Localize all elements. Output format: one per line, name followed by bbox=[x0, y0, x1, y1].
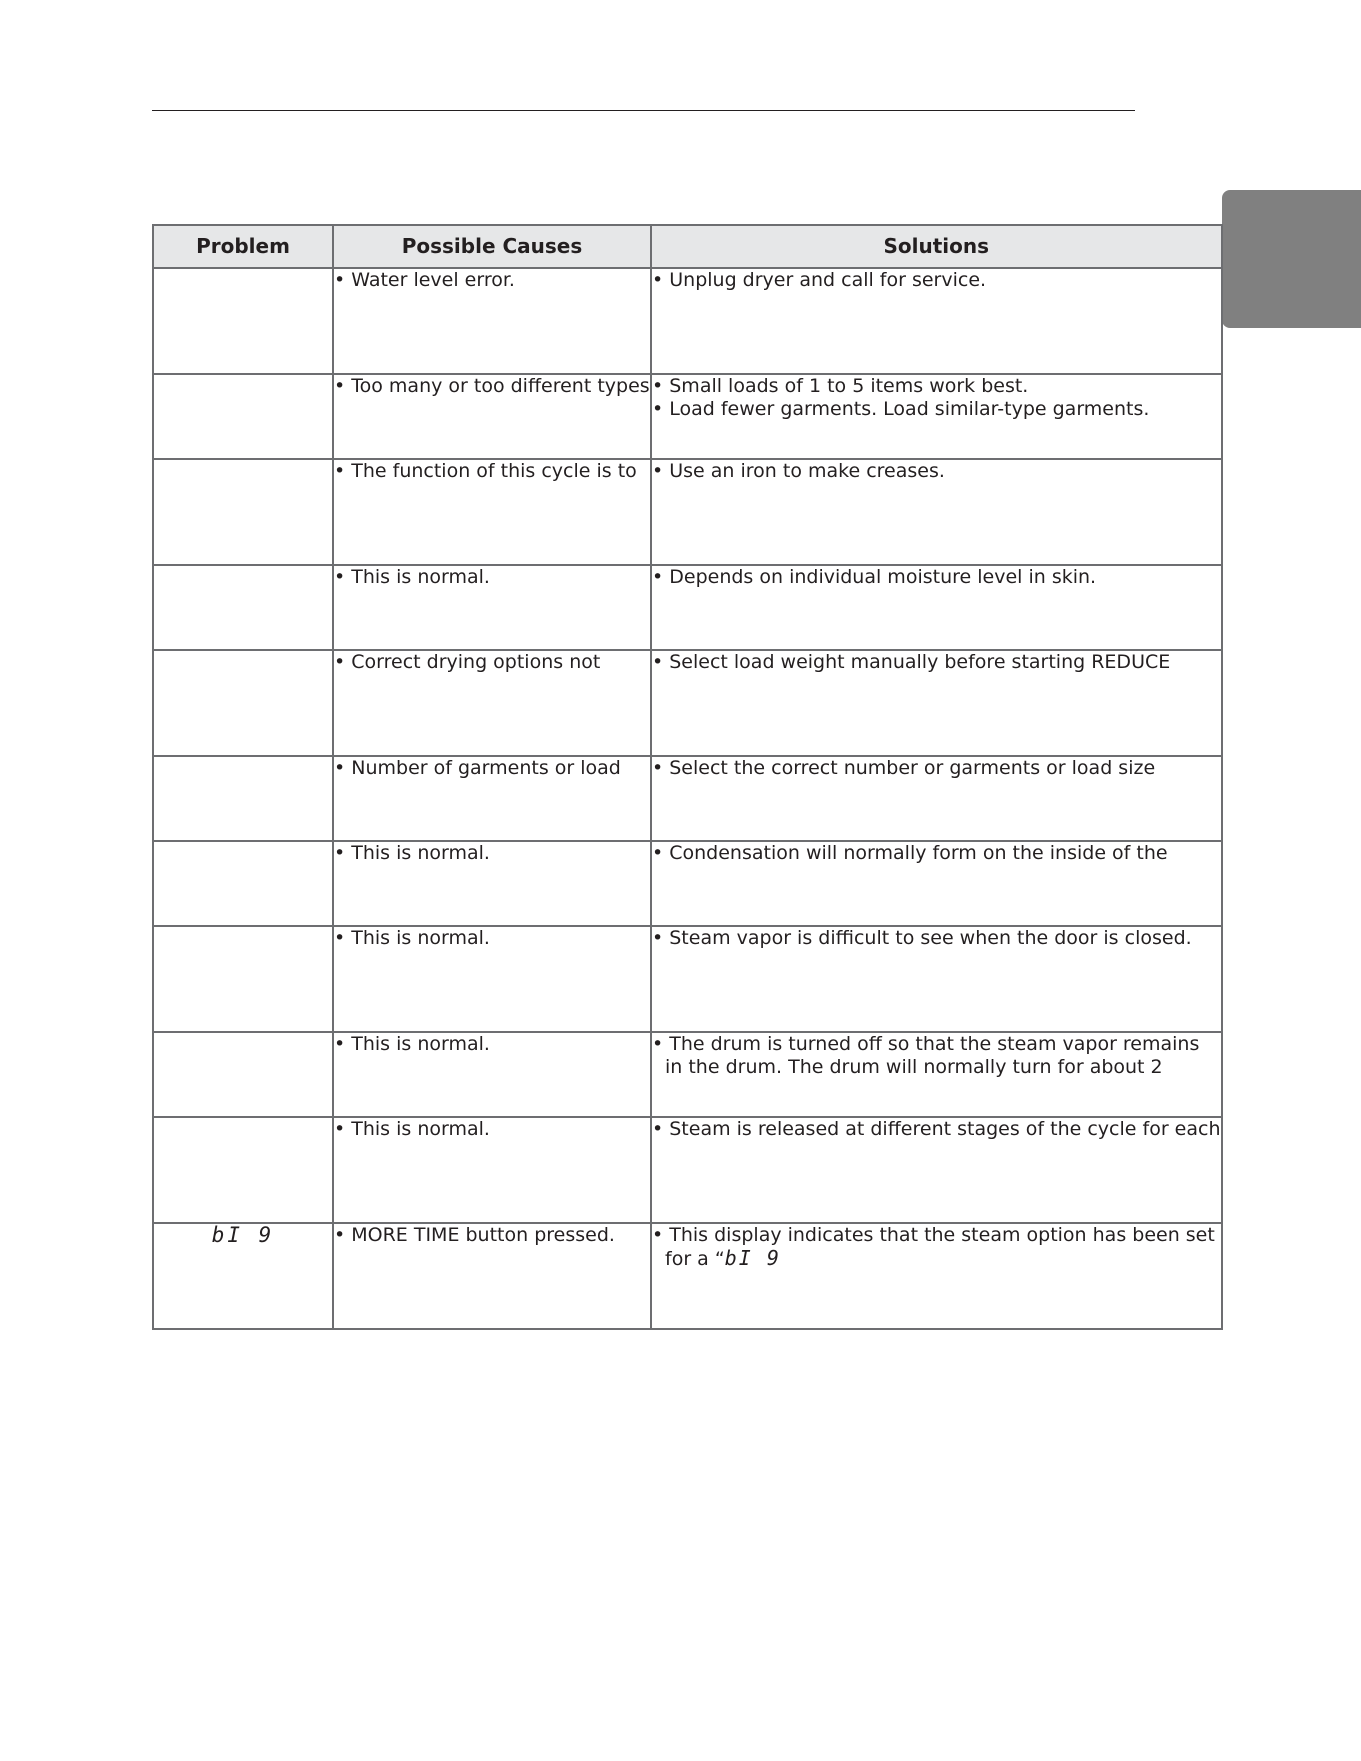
cause-cell bbox=[333, 650, 651, 756]
problem-cell bbox=[153, 1223, 333, 1329]
solution-cell bbox=[651, 841, 1222, 926]
solution-text: • Unplug dryer and call for service. bbox=[652, 269, 987, 291]
problem-cell bbox=[153, 841, 333, 926]
problem-cell bbox=[153, 1117, 333, 1223]
solution-text: • Select load weight manually before starting REDUCE bbox=[652, 651, 1171, 673]
problem-cell bbox=[153, 459, 333, 565]
cause-cell bbox=[333, 1117, 651, 1223]
table-row bbox=[153, 374, 1222, 459]
solution-cell bbox=[651, 374, 1222, 459]
problem-cell bbox=[153, 926, 333, 1032]
table-row bbox=[153, 459, 1222, 565]
cause-cell bbox=[333, 1223, 651, 1329]
table-row bbox=[153, 650, 1222, 756]
cause-text: • This is normal. bbox=[334, 1118, 490, 1140]
solution-cell bbox=[651, 459, 1222, 565]
solution-text: for a “ bbox=[665, 1248, 725, 1270]
header-solutions: Solutions bbox=[651, 225, 1222, 268]
cause-cell bbox=[333, 374, 651, 459]
solution-cell bbox=[651, 1223, 1222, 1329]
problem-cell bbox=[153, 268, 333, 374]
solution-text: • Depends on individual moisture level in skin. bbox=[652, 566, 1097, 588]
display-code: bI 9 bbox=[211, 1223, 275, 1247]
problem-cell bbox=[153, 565, 333, 650]
troubleshooting-table bbox=[152, 224, 1223, 1330]
solution-cell bbox=[651, 756, 1222, 841]
cause-text: • This is normal. bbox=[334, 1033, 490, 1055]
solution-cell bbox=[651, 565, 1222, 650]
cause-cell bbox=[333, 565, 651, 650]
table-row bbox=[153, 1223, 1222, 1329]
cause-text: • This is normal. bbox=[334, 566, 490, 588]
problem-cell bbox=[153, 1032, 333, 1117]
table-row bbox=[153, 268, 1222, 374]
solution-cell bbox=[651, 268, 1222, 374]
cause-text: • Too many or too different types bbox=[334, 375, 650, 397]
cause-cell bbox=[333, 268, 651, 374]
cause-cell bbox=[333, 459, 651, 565]
table-row bbox=[153, 926, 1222, 1032]
cause-cell bbox=[333, 756, 651, 841]
solution-cell bbox=[651, 1032, 1222, 1117]
cause-text: • The function of this cycle is to bbox=[334, 460, 637, 482]
table-row bbox=[153, 756, 1222, 841]
display-code-inline: bI 9 bbox=[724, 1247, 781, 1270]
table-row bbox=[153, 565, 1222, 650]
solution-text: in the drum. The drum will normally turn for about 2 bbox=[665, 1056, 1163, 1078]
solution-cell bbox=[651, 926, 1222, 1032]
table-row bbox=[153, 1117, 1222, 1223]
table-header-row bbox=[153, 225, 1222, 268]
cause-cell bbox=[333, 1032, 651, 1117]
section-tab bbox=[1222, 190, 1361, 328]
cause-cell bbox=[333, 841, 651, 926]
cause-text: • This is normal. bbox=[334, 842, 490, 864]
cause-text: • MORE TIME button pressed. bbox=[334, 1224, 615, 1246]
header-possible-causes: Possible Causes bbox=[333, 225, 651, 268]
cause-cell bbox=[333, 926, 651, 1032]
problem-cell bbox=[153, 650, 333, 756]
solution-cell bbox=[651, 650, 1222, 756]
cause-text: • Water level error. bbox=[334, 269, 515, 291]
solution-text: • Select the correct number or garments or load size bbox=[652, 757, 1156, 779]
solution-text: • Condensation will normally form on the inside of the bbox=[652, 842, 1168, 864]
solution-text-line bbox=[652, 1247, 1221, 1271]
cause-text: • Number of garments or load bbox=[334, 757, 621, 779]
cause-text: • This is normal. bbox=[334, 927, 490, 949]
solution-text: • Use an iron to make creases. bbox=[652, 460, 945, 482]
problem-cell bbox=[153, 374, 333, 459]
cause-text: • Correct drying options not bbox=[334, 651, 601, 673]
solution-text: • Small loads of 1 to 5 items work best. bbox=[652, 375, 1029, 397]
problem-cell bbox=[153, 756, 333, 841]
solution-text: • Steam vapor is difficult to see when the door is closed. bbox=[652, 927, 1192, 949]
table-row bbox=[153, 841, 1222, 926]
solution-text: • This display indicates that the steam option has been set bbox=[652, 1224, 1215, 1246]
solution-text: • The drum is turned off so that the steam vapor remains bbox=[652, 1033, 1200, 1055]
header-problem: Problem bbox=[153, 225, 333, 268]
header-rule bbox=[152, 110, 1135, 111]
solution-cell bbox=[651, 1117, 1222, 1223]
table-row bbox=[153, 1032, 1222, 1117]
solution-text: • Steam is released at different stages of the cycle for each bbox=[652, 1118, 1221, 1140]
solution-text: • Load fewer garments. Load similar-type garments. bbox=[652, 398, 1150, 420]
